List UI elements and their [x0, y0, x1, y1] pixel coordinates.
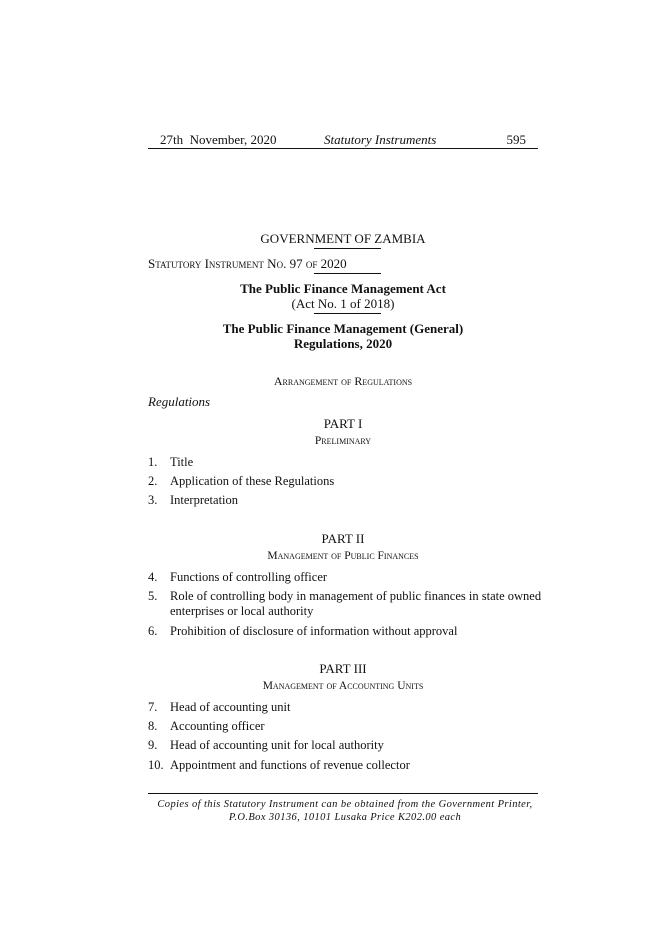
item-text: Functions of controlling officer — [170, 570, 328, 584]
part-2-subtitle: Management of Public Finances — [267, 550, 419, 562]
instrument-prefix: Statutory Instrument No. 97 of — [148, 256, 318, 271]
act-number: (Act No. 1 of 2018) — [291, 296, 395, 311]
part-1-heading: PART I — [323, 416, 363, 431]
regulations-title-line2: Regulations, 2020 — [293, 336, 393, 351]
part-3-heading: PART III — [319, 661, 367, 676]
item-number: 7. — [148, 700, 158, 714]
header-date: 27th November, 2020 — [160, 132, 277, 147]
instrument-year: 2020 — [320, 256, 347, 271]
item-number: 5. — [148, 589, 158, 603]
act-title: The Public Finance Management Act — [240, 281, 446, 296]
item-number: 3. — [148, 493, 158, 507]
item-text: Accounting officer — [170, 719, 265, 733]
part-1-subtitle: Preliminary — [314, 435, 372, 447]
instrument-number — [148, 256, 347, 271]
footer-divider — [148, 793, 538, 794]
regulations-title-line1: The Public Finance Management (General) — [222, 321, 464, 336]
column-label: Regulations — [148, 394, 211, 409]
item-text: Head of accounting unit — [170, 700, 291, 714]
item-number: 10. — [148, 758, 164, 772]
item-text: Appointment and functions of revenue collector — [170, 758, 410, 772]
arrangement-title: Arrangement of Regulations — [273, 374, 413, 388]
item-number: 9. — [148, 738, 158, 752]
item-text: Title — [170, 455, 194, 469]
running-header — [148, 132, 538, 149]
item-number: 2. — [148, 474, 158, 488]
item-text: Application of these Regulations — [170, 474, 335, 488]
item-text: Role of controlling body in management of public finances in state owned enterprises or local authority — [170, 589, 542, 618]
item-number: 4. — [148, 570, 158, 584]
page-number: 595 — [506, 132, 526, 147]
item-text: Interpretation — [170, 493, 239, 507]
header-title: Statutory Instruments — [324, 132, 437, 147]
item-number: 1. — [148, 455, 158, 469]
divider-2 — [314, 273, 381, 274]
item-text: Prohibition of disclosure of information without approval — [170, 624, 458, 638]
item-number: 8. — [148, 719, 158, 733]
divider-3 — [314, 313, 381, 314]
divider-1 — [314, 248, 381, 249]
footer-line-2: P.O.Box 30136, 10101 Lusaka Price K202.00 each — [228, 812, 462, 823]
footer-line-1: Copies of this Statutory Instrument can be obtained from the Government Printer, — [157, 799, 533, 810]
item-number: 6. — [148, 624, 158, 638]
item-text: Head of accounting unit for local authority — [170, 738, 384, 752]
government-heading: GOVERNMENT OF ZAMBIA — [260, 231, 426, 246]
part-2-heading: PART II — [321, 531, 365, 546]
part-3-subtitle: Management of Accounting Units — [262, 680, 424, 692]
